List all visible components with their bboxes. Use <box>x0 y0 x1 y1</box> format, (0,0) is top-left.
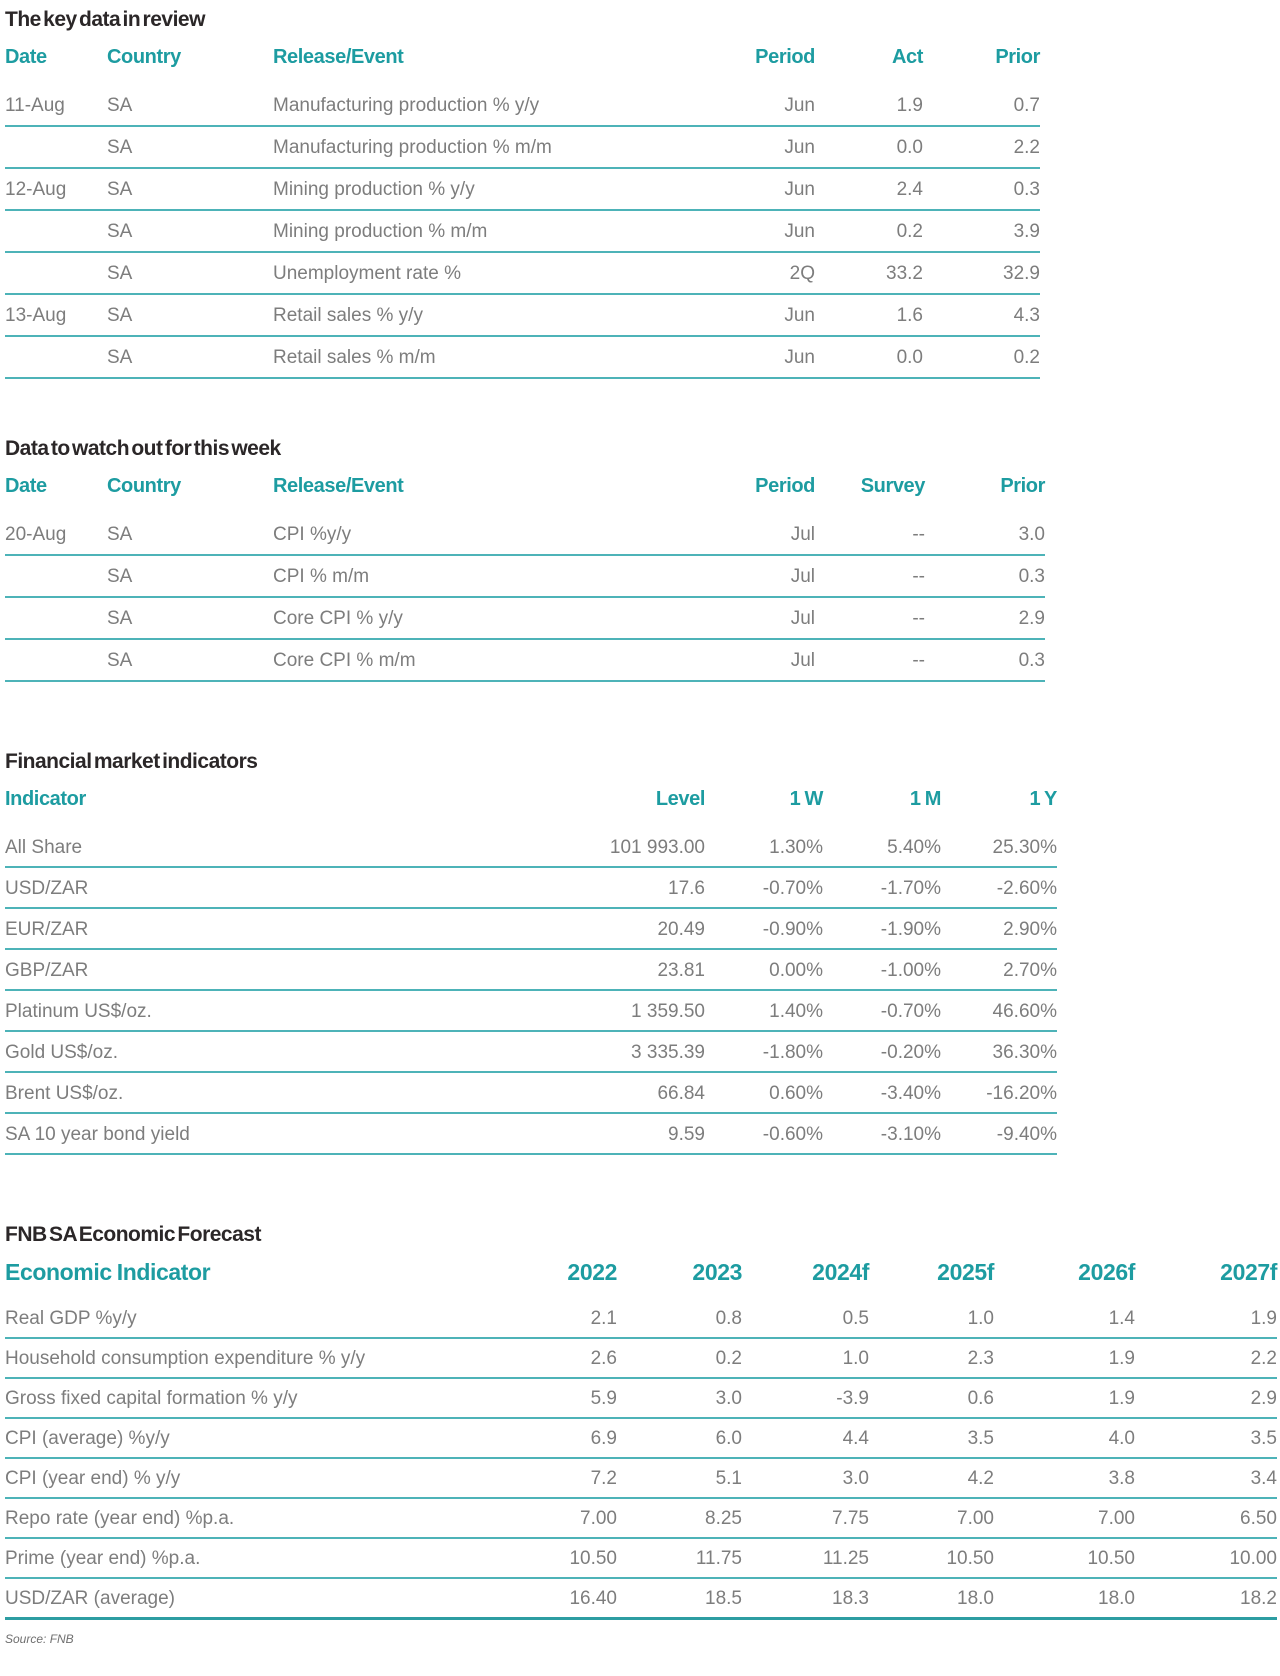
table-cell <box>5 336 107 378</box>
table-cell: Gold US$/oz. <box>5 1031 515 1072</box>
table-cell: 0.3 <box>923 168 1040 210</box>
section-title-economic-forecast: FNB SA Economic Forecast <box>5 1223 261 1246</box>
table-cell: Jun <box>705 294 815 336</box>
table-cell: -0.70% <box>705 867 823 908</box>
table-row <box>5 1378 1277 1418</box>
column-header: Prior <box>995 46 1040 68</box>
table-cell: -3.40% <box>823 1072 941 1113</box>
table-row <box>5 1498 1277 1538</box>
table-cell: Jun <box>705 85 815 126</box>
table-cell: 23.81 <box>515 949 705 990</box>
column-header: 1 Y <box>1029 788 1057 810</box>
table-cell: Jun <box>705 336 815 378</box>
table-cell: 10.50 <box>994 1538 1135 1578</box>
table-cell: 5.9 <box>497 1378 617 1418</box>
table-row <box>5 1338 1277 1378</box>
table-cell: All Share <box>5 827 515 867</box>
data-to-watch-table <box>5 475 1045 682</box>
table-cell: CPI %y/y <box>273 514 705 555</box>
table-cell: SA <box>107 336 273 378</box>
header-row <box>5 1259 1277 1299</box>
table-cell: 6.9 <box>497 1418 617 1458</box>
table-row <box>5 514 1045 555</box>
column-header: Period <box>755 475 815 497</box>
table-cell: 4.4 <box>742 1418 869 1458</box>
table-cell: 7.00 <box>994 1498 1135 1538</box>
table-cell: 7.2 <box>497 1458 617 1498</box>
table-row <box>5 949 1057 990</box>
table-cell: 1.9 <box>994 1378 1135 1418</box>
table-cell: Core CPI % y/y <box>273 597 705 639</box>
table-row <box>5 126 1040 168</box>
table-cell: -1.80% <box>705 1031 823 1072</box>
table-cell: -3.10% <box>823 1113 941 1154</box>
table-cell: SA <box>107 514 273 555</box>
table-cell: 1.9 <box>815 85 923 126</box>
column-header: Release/Event <box>273 475 404 497</box>
table-cell <box>5 597 107 639</box>
table-cell: 0.2 <box>617 1338 742 1378</box>
table-row <box>5 168 1040 210</box>
key-data-table <box>5 46 1040 379</box>
table-cell: 0.2 <box>923 336 1040 378</box>
table-row <box>5 1031 1057 1072</box>
table-cell: 1.0 <box>742 1338 869 1378</box>
table-cell: -16.20% <box>941 1072 1057 1113</box>
table-cell: 2.9 <box>925 597 1045 639</box>
table-row <box>5 1418 1277 1458</box>
table-cell: 10.50 <box>869 1538 994 1578</box>
column-header: Survey <box>860 475 925 497</box>
column-header: Level <box>655 788 705 810</box>
table-cell: 7.75 <box>742 1498 869 1538</box>
column-header: 2024f <box>812 1259 869 1285</box>
table-cell: 1.4 <box>994 1299 1135 1338</box>
table-cell: 0.00% <box>705 949 823 990</box>
table-cell: Repo rate (year end) %p.a. <box>5 1498 497 1538</box>
table-cell <box>5 639 107 681</box>
table-cell: 11.75 <box>617 1538 742 1578</box>
table-cell: 33.2 <box>815 252 923 294</box>
table-cell: 1.9 <box>994 1338 1135 1378</box>
table-cell: 4.2 <box>869 1458 994 1498</box>
economic-forecast-table <box>5 1259 1277 1620</box>
table-row <box>5 252 1040 294</box>
table-cell: Real GDP %y/y <box>5 1299 497 1338</box>
table-cell: -2.60% <box>941 867 1057 908</box>
section-title-data-to-watch: Data to watch out for this week <box>5 437 281 460</box>
table-cell: GBP/ZAR <box>5 949 515 990</box>
table-cell: Manufacturing production % y/y <box>273 85 705 126</box>
table-cell: SA <box>107 168 273 210</box>
table-cell: 10.00 <box>1135 1538 1277 1578</box>
table-cell: 2.70% <box>941 949 1057 990</box>
column-header: 2023 <box>692 1259 742 1285</box>
table-cell: 101 993.00 <box>515 827 705 867</box>
section-title-market-indicators: Financial market indicators <box>5 750 258 773</box>
section-title-key-data: The key data in review <box>5 8 205 31</box>
table-cell: 17.6 <box>515 867 705 908</box>
table-cell: 5.40% <box>823 827 941 867</box>
table-cell: 0.3 <box>925 639 1045 681</box>
table-cell: SA <box>107 126 273 168</box>
table-cell: 0.0 <box>815 336 923 378</box>
table-cell: 4.0 <box>994 1418 1135 1458</box>
table-cell: 18.5 <box>617 1578 742 1619</box>
table-cell: 66.84 <box>515 1072 705 1113</box>
table-row <box>5 294 1040 336</box>
column-header: Release/Event <box>273 46 404 68</box>
table-cell: SA <box>107 597 273 639</box>
table-cell: 1.9 <box>1135 1299 1277 1338</box>
table-cell: 7.00 <box>869 1498 994 1538</box>
table-cell: 2.3 <box>869 1338 994 1378</box>
table-cell: Jul <box>705 514 815 555</box>
table-cell: 18.2 <box>1135 1578 1277 1619</box>
table-cell: 2.1 <box>497 1299 617 1338</box>
table-cell: 18.3 <box>742 1578 869 1619</box>
table-cell: -- <box>815 514 925 555</box>
column-header: Country <box>107 475 181 497</box>
column-header: 2026f <box>1078 1259 1135 1285</box>
table-row <box>5 210 1040 252</box>
source-note: Source: FNB <box>5 1632 74 1646</box>
column-header: Indicator <box>5 788 86 810</box>
table-row <box>5 827 1057 867</box>
table-cell: Manufacturing production % m/m <box>273 126 705 168</box>
table-cell: Jul <box>705 597 815 639</box>
table-row <box>5 555 1045 597</box>
table-cell: 18.0 <box>994 1578 1135 1619</box>
table-cell: 3.0 <box>742 1458 869 1498</box>
table-row <box>5 908 1057 949</box>
table-cell: Retail sales % y/y <box>273 294 705 336</box>
table-cell: 3.5 <box>1135 1418 1277 1458</box>
table-cell: CPI (year end) % y/y <box>5 1458 497 1498</box>
table-cell: 6.50 <box>1135 1498 1277 1538</box>
column-header: Economic Indicator <box>5 1259 211 1285</box>
market-indicators-table <box>5 788 1057 1155</box>
table-cell: 1.40% <box>705 990 823 1031</box>
table-cell: -0.90% <box>705 908 823 949</box>
table-cell: Prime (year end) %p.a. <box>5 1538 497 1578</box>
column-header: 2022 <box>567 1259 617 1285</box>
column-header: 1 M <box>909 788 941 810</box>
table-cell: 0.0 <box>815 126 923 168</box>
table-row <box>5 85 1040 126</box>
table-row <box>5 867 1057 908</box>
table-cell: CPI % m/m <box>273 555 705 597</box>
table-cell: -0.70% <box>823 990 941 1031</box>
table-cell: -1.70% <box>823 867 941 908</box>
column-header: 2025f <box>937 1259 994 1285</box>
table-cell: -- <box>815 555 925 597</box>
column-header: Period <box>755 46 815 68</box>
table-cell: 0.2 <box>815 210 923 252</box>
table-row <box>5 639 1045 681</box>
table-cell: 0.6 <box>869 1378 994 1418</box>
table-cell: Gross fixed capital formation % y/y <box>5 1378 497 1418</box>
table-cell: 2.2 <box>923 126 1040 168</box>
table-cell <box>5 555 107 597</box>
table-cell: -9.40% <box>941 1113 1057 1154</box>
table-row <box>5 1458 1277 1498</box>
table-cell: SA <box>107 85 273 126</box>
table-cell: 18.0 <box>869 1578 994 1619</box>
table-cell: Mining production % m/m <box>273 210 705 252</box>
table-cell: Jun <box>705 210 815 252</box>
table-cell: SA <box>107 210 273 252</box>
table-cell: -0.20% <box>823 1031 941 1072</box>
header-row <box>5 788 1057 827</box>
column-header: 2027f <box>1220 1259 1277 1285</box>
table-cell: Brent US$/oz. <box>5 1072 515 1113</box>
table-cell <box>5 210 107 252</box>
table-cell: Jul <box>705 555 815 597</box>
section-data-to-watch <box>5 437 1280 682</box>
table-cell: Core CPI % m/m <box>273 639 705 681</box>
table-cell: SA 10 year bond yield <box>5 1113 515 1154</box>
table-row <box>5 1538 1277 1578</box>
table-cell: 2.2 <box>1135 1338 1277 1378</box>
table-cell: 2.6 <box>497 1338 617 1378</box>
table-cell: Unemployment rate % <box>273 252 705 294</box>
table-cell: 32.9 <box>923 252 1040 294</box>
column-header: Prior <box>1000 475 1045 497</box>
table-cell: Jun <box>705 126 815 168</box>
table-row <box>5 1072 1057 1113</box>
table-cell: 7.00 <box>497 1498 617 1538</box>
table-cell: Jul <box>705 639 815 681</box>
table-cell: 2.4 <box>815 168 923 210</box>
table-cell <box>5 126 107 168</box>
table-cell: 36.30% <box>941 1031 1057 1072</box>
table-cell: 0.5 <box>742 1299 869 1338</box>
table-cell: 11.25 <box>742 1538 869 1578</box>
column-header: Date <box>5 475 47 497</box>
table-cell: 2.9 <box>1135 1378 1277 1418</box>
table-cell: -- <box>815 597 925 639</box>
table-row <box>5 1578 1277 1619</box>
table-cell: SA <box>107 252 273 294</box>
table-cell: -1.00% <box>823 949 941 990</box>
table-cell: Mining production % y/y <box>273 168 705 210</box>
table-cell <box>5 252 107 294</box>
table-cell: 1.30% <box>705 827 823 867</box>
section-economic-forecast <box>5 1223 1280 1620</box>
table-cell: Platinum US$/oz. <box>5 990 515 1031</box>
table-cell: 6.0 <box>617 1418 742 1458</box>
table-cell: -0.60% <box>705 1113 823 1154</box>
table-cell: 46.60% <box>941 990 1057 1031</box>
table-cell: 11-Aug <box>5 85 107 126</box>
table-cell: 20.49 <box>515 908 705 949</box>
table-cell: 10.50 <box>497 1538 617 1578</box>
table-cell: SA <box>107 294 273 336</box>
table-cell: 1 359.50 <box>515 990 705 1031</box>
table-cell: EUR/ZAR <box>5 908 515 949</box>
table-cell: -3.9 <box>742 1378 869 1418</box>
table-row <box>5 1299 1277 1338</box>
table-cell: 1.6 <box>815 294 923 336</box>
section-key-data <box>5 8 1280 379</box>
column-header: Country <box>107 46 181 68</box>
table-cell: 3.5 <box>869 1418 994 1458</box>
table-cell: SA <box>107 639 273 681</box>
table-row <box>5 597 1045 639</box>
table-cell: SA <box>107 555 273 597</box>
table-cell: 16.40 <box>497 1578 617 1619</box>
table-cell: 0.7 <box>923 85 1040 126</box>
table-cell: USD/ZAR <box>5 867 515 908</box>
table-row <box>5 990 1057 1031</box>
table-row <box>5 1113 1057 1154</box>
header-row <box>5 475 1045 514</box>
column-header: Act <box>891 46 923 68</box>
table-cell: 2.90% <box>941 908 1057 949</box>
column-header: Date <box>5 46 47 68</box>
table-cell: 1.0 <box>869 1299 994 1338</box>
table-cell: 3.4 <box>1135 1458 1277 1498</box>
table-cell: Household consumption expenditure % y/y <box>5 1338 497 1378</box>
table-cell: 25.30% <box>941 827 1057 867</box>
column-header: 1 W <box>789 788 823 810</box>
table-cell: 3.8 <box>994 1458 1135 1498</box>
table-cell: 3.0 <box>925 514 1045 555</box>
table-cell: 9.59 <box>515 1113 705 1154</box>
table-cell: 3.9 <box>923 210 1040 252</box>
header-row <box>5 46 1040 85</box>
table-cell: 4.3 <box>923 294 1040 336</box>
table-cell: Jun <box>705 168 815 210</box>
table-cell: 0.8 <box>617 1299 742 1338</box>
table-cell: 3.0 <box>617 1378 742 1418</box>
table-cell: 3 335.39 <box>515 1031 705 1072</box>
table-cell: 8.25 <box>617 1498 742 1538</box>
table-cell: 2Q <box>705 252 815 294</box>
table-cell: 12-Aug <box>5 168 107 210</box>
table-cell: -- <box>815 639 925 681</box>
table-cell: -1.90% <box>823 908 941 949</box>
table-cell: 0.60% <box>705 1072 823 1113</box>
table-row <box>5 336 1040 378</box>
table-cell: CPI (average) %y/y <box>5 1418 497 1458</box>
table-cell: Retail sales % m/m <box>273 336 705 378</box>
table-cell: 13-Aug <box>5 294 107 336</box>
table-cell: USD/ZAR (average) <box>5 1578 497 1619</box>
table-cell: 0.3 <box>925 555 1045 597</box>
section-market-indicators <box>5 750 1280 1155</box>
table-cell: 20-Aug <box>5 514 107 555</box>
table-cell: 5.1 <box>617 1458 742 1498</box>
